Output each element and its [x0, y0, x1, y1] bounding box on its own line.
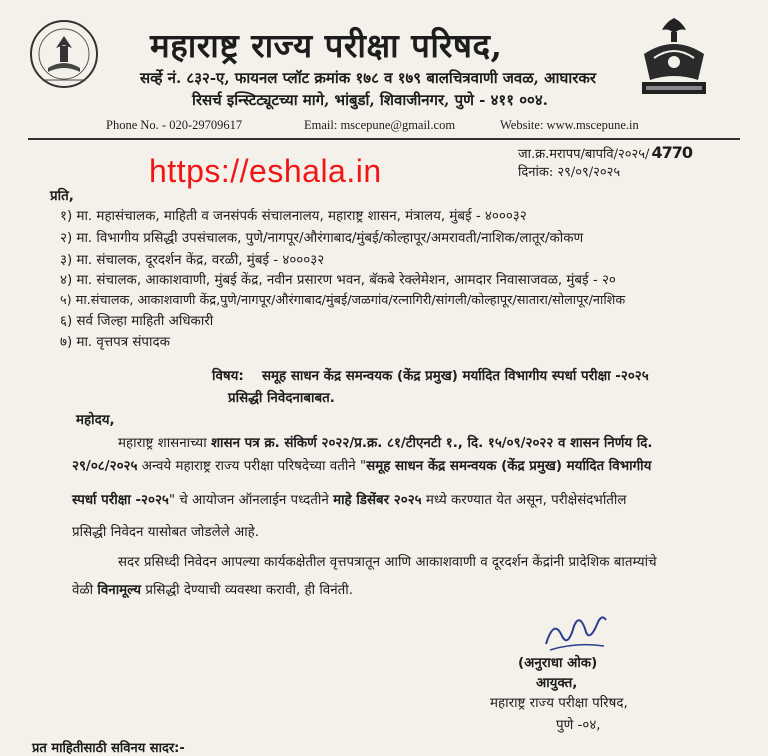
copy-to-heading: प्रत माहितीसाठी सविनय सादर:- — [32, 741, 185, 756]
text-span: प्रसिद्धी देण्याची व्यवस्था करावी, ही विनंती. — [141, 583, 354, 598]
text-span-bold: विनामूल्य — [97, 583, 142, 598]
text-span: वेळी — [72, 583, 98, 598]
recipient-item: १) मा. महासंचालक, माहिती व जनसंपर्क संचालनालय, महाराष्ट्र शासन, मंत्रालय, मुंबई - ४०००३२ — [60, 209, 527, 224]
reference-date: दिनांक: २९/०९/२०२५ — [518, 165, 621, 180]
council-emblem-icon — [28, 18, 100, 90]
paragraph-1-line-1 — [118, 433, 653, 451]
recipient-item: ४) मा. संचालक, आकाशवाणी, मुंबई केंद्र, नवीन प्रसारण भवन, बॅकबे रेक्लेमेशन, आमदार निवासाजवळ, मुंबई - २० — [60, 273, 616, 288]
recipient-item: ५) मा.संचालक, आकाशवाणी केंद्र,पुणे/नागपूर/औरंगाबाद/मुंबई/जळगांव/रत्नागिरी/सांगली/कोल्हापूर/सातारा/सोलापूर/नाशिक — [60, 293, 626, 308]
paragraph-1-line-4: प्रसिद्धी निवेदन यासोबत जोडलेले आहे. — [72, 525, 260, 540]
site-watermark-link[interactable]: https://eshala.in — [149, 153, 382, 189]
council-seal-icon — [636, 14, 712, 100]
website-address: Website: www.mscepune.in — [500, 118, 639, 132]
recipient-item: २) मा. विभागीय प्रसिद्धी उपसंचालक, पुणे/नागपूर/औरंगाबाद/मुंबई/कोल्हापूर/अमरावती/नाशिक/लातूर/कोकण — [60, 231, 584, 246]
text-span: महाराष्ट्र शासनाच्या — [118, 436, 211, 451]
paragraph-1-line-2 — [72, 456, 651, 474]
signature-mark — [540, 608, 610, 656]
paragraph-2-line-2 — [72, 580, 353, 598]
text-span: अन्वये महाराष्ट्र राज्य परीक्षा परिषदेच्या वतीने " — [137, 459, 367, 474]
reference-number-handwritten: 4770 — [651, 143, 692, 162]
text-span-bold: समूह साधन केंद्र समन्वयक (केंद्र प्रमुख) मर्यादित विभागीय — [366, 459, 652, 474]
recipients-heading: प्रति, — [50, 189, 74, 204]
signatory-designation: आयुक्त, — [536, 676, 578, 691]
text-span: " चे आयोजन ऑनलाईन पध्दतीने — [168, 493, 334, 508]
address-line-1: सर्व्हे नं. ८३२-ए, फायनल प्लॉट क्रमांक १७८ व १७९ बालचित्रवाणी जवळ, आघारकर — [140, 69, 596, 87]
address-line-2: रिसर्च इन्स्टिट्यूटच्या मागे, भांबुर्डा, शिवाजीनगर, पुणे - ४११ ००४. — [192, 91, 548, 109]
organization-title: महाराष्ट्र राज्य परीक्षा परिषद, — [150, 26, 503, 65]
salutation: महोदय, — [76, 413, 115, 428]
phone-number: Phone No. - 020-29709617 — [106, 118, 243, 132]
paragraph-1-line-3 — [72, 490, 626, 508]
reference-number — [518, 143, 692, 162]
header-divider — [28, 138, 740, 140]
text-span-bold: स्पर्धा परीक्षा -२०२५ — [72, 493, 169, 508]
text-span: मध्ये करण्यात येत असून, परीक्षेसंदर्भातील — [421, 493, 627, 508]
text-span-bold: २९/०८/२०२५ — [72, 459, 138, 474]
signatory-name: (अनुराधा ओक) — [518, 656, 598, 671]
signatory-organization: महाराष्ट्र राज्य परीक्षा परिषद, — [490, 696, 628, 711]
reference-number-printed: जा.क्र.मरापप/बापवि/२०२५/ — [518, 147, 650, 162]
recipient-item: ६) सर्व जिल्हा माहिती अधिकारी — [60, 314, 214, 329]
email-address: Email: mscepune@gmail.com — [304, 118, 456, 132]
recipient-item: ७) मा. वृत्तपत्र संपादक — [60, 335, 170, 350]
recipient-item: ३) मा. संचालक, दूरदर्शन केंद्र, वरळी, मुंबई - ४०००३२ — [60, 253, 325, 268]
subject-line-1: समूह साधन केंद्र समन्वयक (केंद्र प्रमुख) मर्यादित विभागीय स्पर्धा परीक्षा -२०२५ — [262, 369, 649, 384]
signatory-city: पुणे -०४, — [556, 718, 601, 733]
subject-label: विषय: — [212, 369, 244, 384]
text-span-bold: माहे डिसेंबर २०२५ — [333, 493, 422, 508]
paragraph-2-line-1: सदर प्रसिध्दी निवेदन आपल्या कार्यकक्षेतील वृत्तपत्रातून आणि आकाशवाणी व दूरदर्शन केंद्रांनी प्रादेशिक बातम्यांचे — [118, 555, 657, 570]
subject-line-2: प्रसिद्धी निवेदनाबाबत. — [228, 391, 335, 406]
text-span-bold: शासन पत्र क्र. संकिर्ण २०२२/प्र.क्र. ८१/टीएनटी १., दि. १५/०९/२०२२ व शासन निर्णय दि. — [210, 436, 653, 451]
